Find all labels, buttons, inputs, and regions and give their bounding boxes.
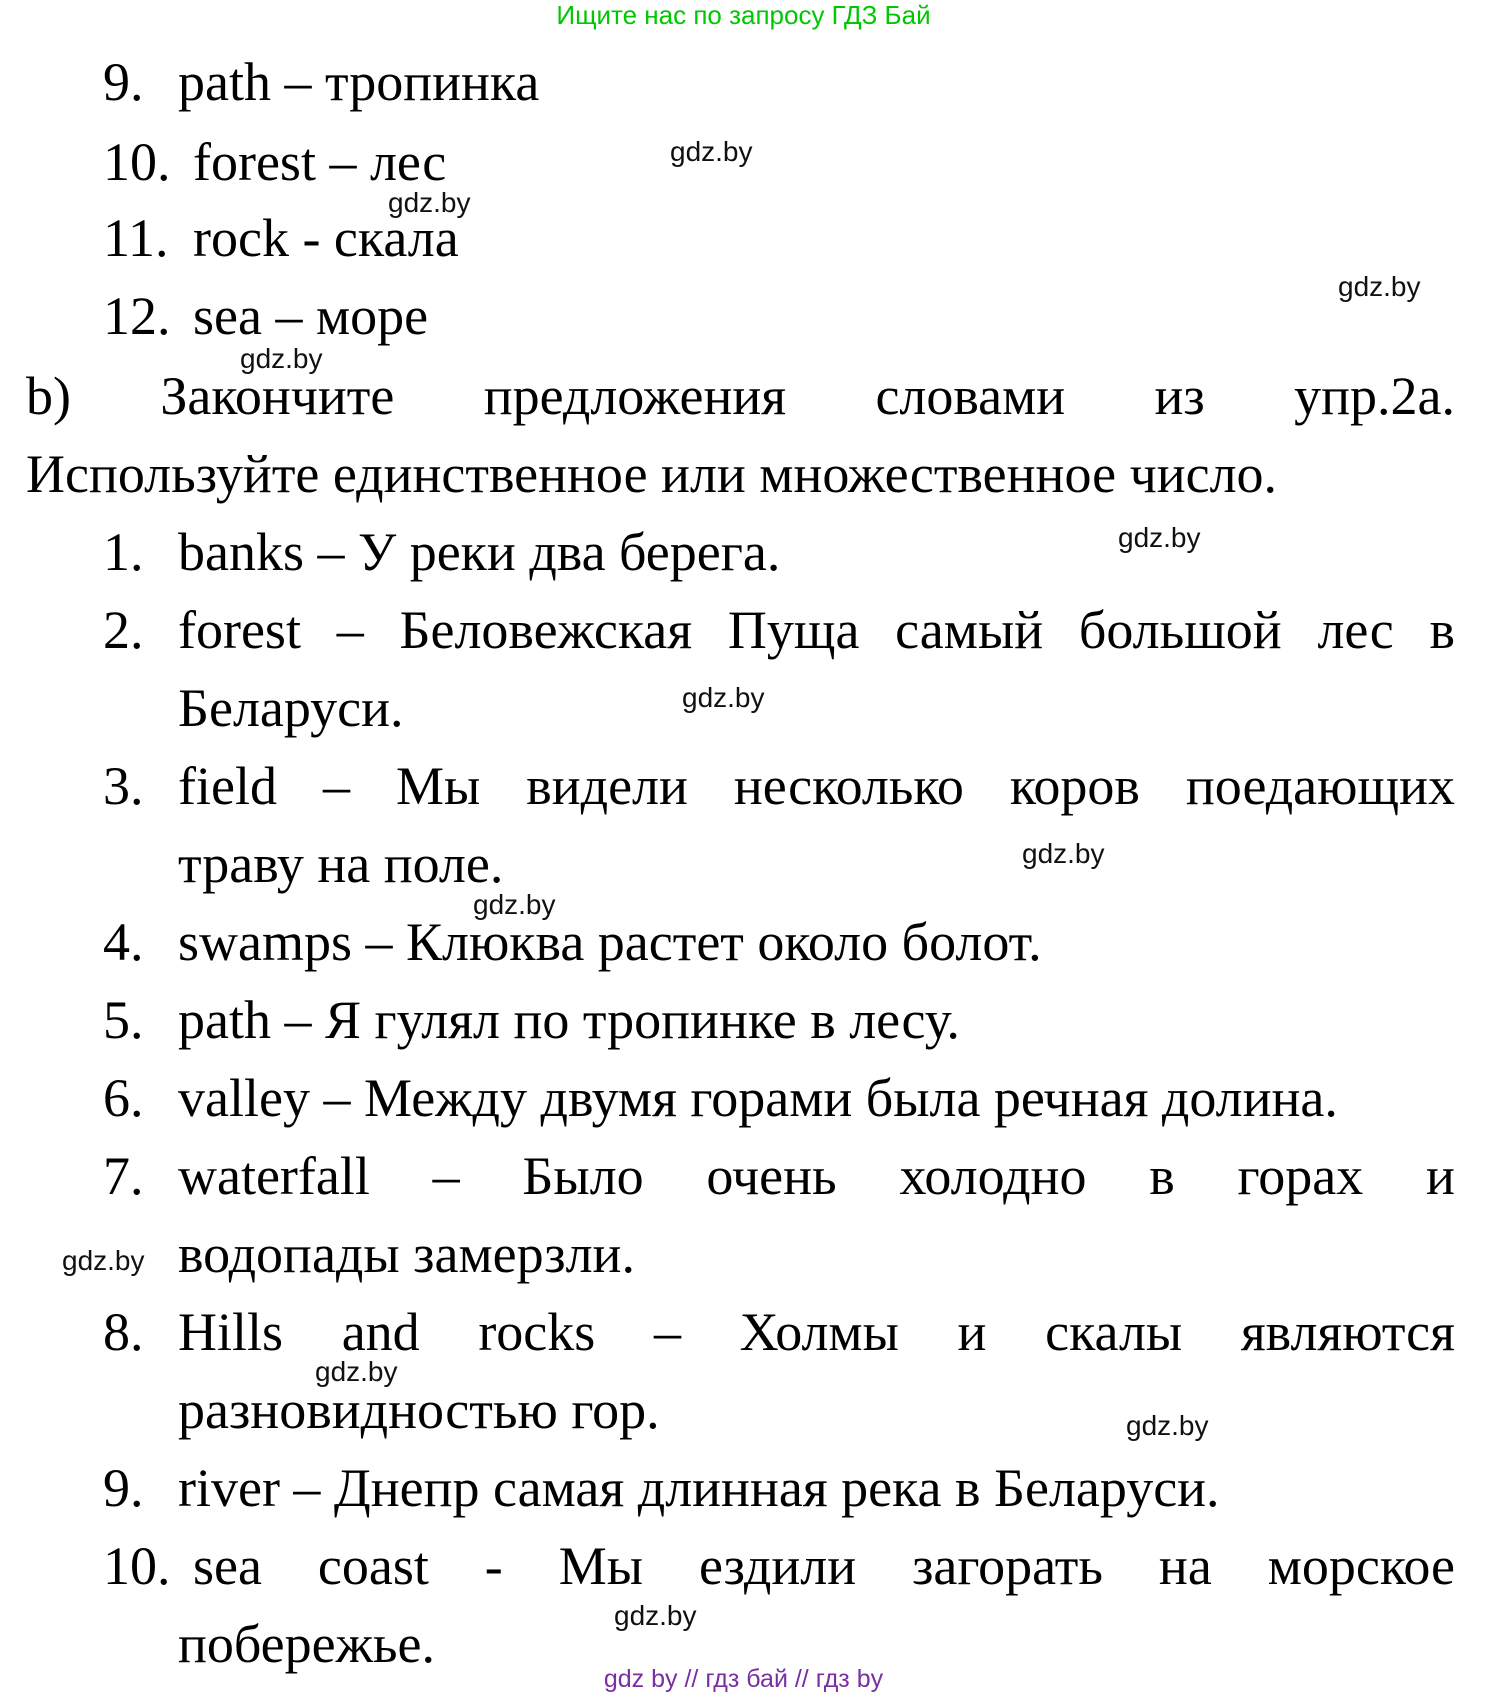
item-word: Мы — [558, 1536, 643, 1596]
item-word: Холмы — [739, 1302, 899, 1362]
watermark: gdz.by — [1126, 1410, 1209, 1441]
item-word: лес — [1317, 600, 1394, 660]
part-b-item-1-text: banks – У реки два берега. — [178, 522, 781, 582]
task-word: из — [1154, 366, 1205, 426]
part-a-item-10-number: 10. — [103, 132, 171, 192]
part-b-task-line-2: Используйте единственное или множественное число. — [26, 444, 1278, 504]
task-word: b) — [26, 366, 71, 426]
part-b-item-3-line-2: траву на поле. — [178, 834, 504, 894]
part-b-item-6-text: valley – Между двумя горами была речная долина. — [178, 1068, 1338, 1128]
item-word: в — [1429, 600, 1455, 660]
item-word: Мы — [395, 756, 481, 816]
part-a-item-9-number: 9. — [103, 52, 144, 112]
item-word: холодно — [899, 1146, 1087, 1206]
item-word: – — [653, 1302, 681, 1362]
item-word: очень — [706, 1146, 837, 1206]
part-b-item-7-line-1 — [178, 1146, 1455, 1206]
part-a-item-12-number: 12. — [103, 286, 171, 346]
watermark: gdz.by — [1022, 838, 1105, 869]
watermark: gdz.by — [1338, 271, 1421, 302]
part-b-task-line-1 — [26, 366, 1455, 426]
item-word: – — [336, 600, 364, 660]
watermark: gdz.by — [473, 889, 556, 920]
item-word: – — [322, 756, 350, 816]
part-b-item-4-text: swamps – Клюква растет около болот. — [178, 912, 1042, 972]
item-word: - — [484, 1536, 503, 1596]
item-word: and — [341, 1302, 420, 1362]
part-b-item-9-text: river – Днепр самая длинная река в Беларуси. — [178, 1458, 1220, 1518]
item-word: и — [957, 1302, 987, 1362]
part-a-item-10-text: forest – лес — [193, 132, 447, 192]
item-word: несколько — [733, 756, 964, 816]
part-b-item-7-line-2: водопады замерзли. — [178, 1224, 635, 1284]
item-word: большой — [1078, 600, 1282, 660]
item-word: forest — [178, 600, 301, 660]
item-word: в — [1149, 1146, 1175, 1206]
part-b-item-2-line-1 — [178, 600, 1455, 660]
watermark: gdz.by — [670, 136, 753, 167]
item-word: – — [432, 1146, 460, 1206]
item-word: waterfall — [178, 1146, 370, 1206]
part-b-item-1-number: 1. — [103, 522, 144, 582]
watermark: gdz.by — [682, 682, 765, 713]
item-word: загорать — [912, 1536, 1103, 1596]
item-word: на — [1158, 1536, 1212, 1596]
part-b-item-9-number: 9. — [103, 1458, 144, 1518]
item-word: скалы — [1045, 1302, 1183, 1362]
item-word: являются — [1240, 1302, 1455, 1362]
footer-links[interactable]: gdz by // гдз бай // гдз by — [603, 1665, 884, 1693]
item-word: коров — [1009, 756, 1140, 816]
part-b-item-8-number: 8. — [103, 1302, 144, 1362]
part-b-item-4-number: 4. — [103, 912, 144, 972]
part-b-item-7-number: 7. — [103, 1146, 144, 1206]
part-b-item-10-number: 10. — [103, 1536, 171, 1596]
part-a-item-12-text: sea – море — [193, 286, 429, 346]
header-promo-link[interactable]: Ищите нас по запросу ГДЗ Бай — [556, 0, 931, 30]
part-b-item-5-number: 5. — [103, 990, 144, 1050]
task-word: Закончите — [160, 366, 395, 426]
part-a-item-9-text: path – тропинка — [178, 52, 540, 112]
watermark: gdz.by — [315, 1356, 398, 1387]
item-word: самый — [895, 600, 1044, 660]
item-word: и — [1426, 1146, 1455, 1206]
part-b-item-8-line-1 — [178, 1302, 1455, 1362]
item-word: ездили — [698, 1536, 857, 1596]
part-b-item-2-number: 2. — [103, 600, 144, 660]
task-word: предложения — [483, 366, 787, 426]
item-word: field — [178, 756, 277, 816]
part-b-item-2-line-2: Беларуси. — [178, 678, 404, 738]
watermark: gdz.by — [388, 187, 471, 218]
part-b-item-3-number: 3. — [103, 756, 144, 816]
item-word: rocks — [478, 1302, 596, 1362]
watermark: gdz.by — [62, 1245, 145, 1276]
task-word: словами — [875, 366, 1066, 426]
part-b-item-6-number: 6. — [103, 1068, 144, 1128]
part-b-item-10-line-2: побережье. — [178, 1614, 436, 1674]
part-b-item-3-line-1 — [178, 756, 1455, 816]
watermark: gdz.by — [240, 343, 323, 374]
part-b-item-5-text: path – Я гулял по тропинке в лесу. — [178, 990, 960, 1050]
item-word: Было — [522, 1146, 644, 1206]
item-word: морское — [1267, 1536, 1455, 1596]
part-a-item-11-text: rock - скала — [193, 208, 459, 268]
item-word: горах — [1237, 1146, 1364, 1206]
item-word: видели — [526, 756, 688, 816]
task-word: упр.2а. — [1294, 366, 1455, 426]
part-b-item-10-line-1 — [193, 1536, 1455, 1596]
item-word: Hills — [178, 1302, 284, 1362]
watermark: gdz.by — [614, 1600, 697, 1631]
item-word: coast — [317, 1536, 429, 1596]
item-word: Беловежская — [399, 600, 693, 660]
item-word: sea — [193, 1536, 262, 1596]
item-word: Пуща — [727, 600, 860, 660]
part-b-item-8-line-2: разновидностью гор. — [178, 1380, 660, 1440]
part-a-item-11-number: 11. — [103, 208, 169, 268]
watermark: gdz.by — [1118, 522, 1201, 553]
item-word: поедающих — [1185, 756, 1455, 816]
